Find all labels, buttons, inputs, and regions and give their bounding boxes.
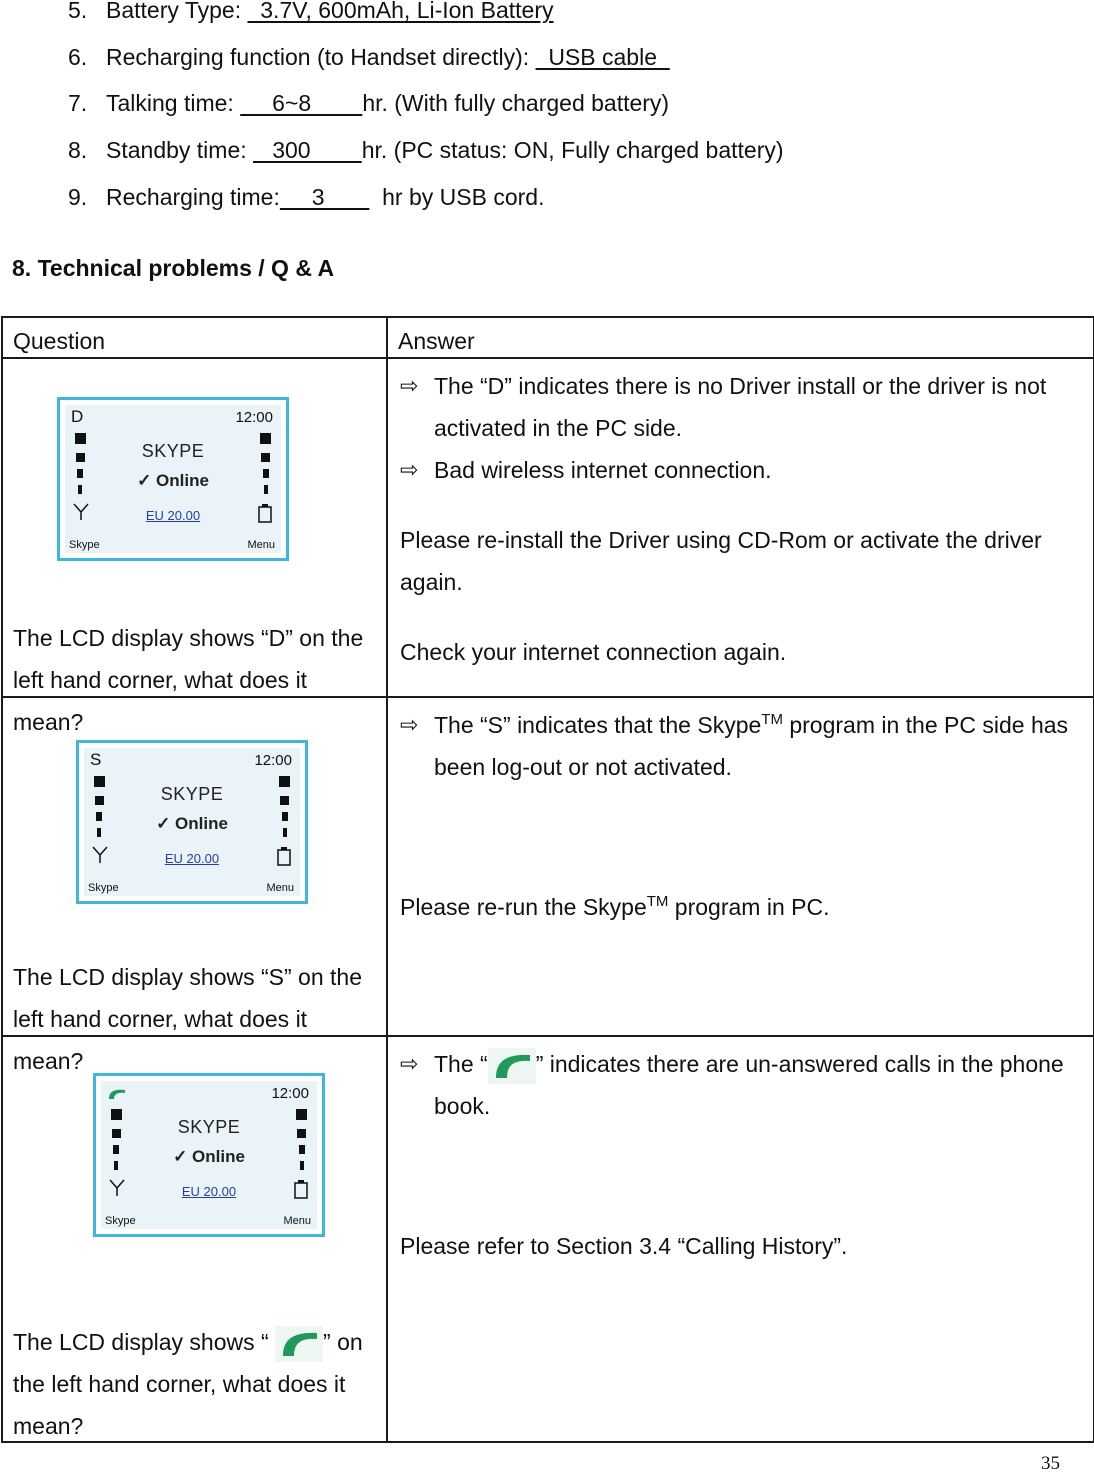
header-answer-label: Answer [398, 328, 475, 354]
lcd-right-softkey: Menu [283, 1215, 311, 1227]
lcd-display-image [57, 397, 289, 561]
lcd-app-title: SKYPE [177, 1117, 241, 1137]
bullet-text-start: The “S” indicates that the Skype [434, 712, 762, 738]
spec-value: 3.7V, 600mAh, Li-Ion Battery [247, 0, 554, 23]
lcd-status: ✓ Online [156, 814, 228, 833]
answer-paragraph: Check your internet connection again. [400, 639, 787, 665]
answer-bullet [400, 449, 1075, 491]
bullet-text: The “D” indicates there is no Driver install or the driver is not activated in the PC side. [434, 373, 1047, 441]
header-question-label: Question [13, 328, 106, 354]
spec-recharging-time [68, 182, 1068, 214]
lcd-screen [101, 1081, 317, 1229]
lcd-screen [65, 405, 281, 553]
bullet-text-start: The “ [434, 1051, 488, 1077]
lcd-left-softkey: Skype [88, 882, 119, 894]
answer-paragraph: Please re-install the Driver using CD-Rom or activate the driver again. [400, 527, 1042, 595]
lcd-clock: 12:00 [271, 1085, 309, 1102]
answer-bullet [400, 704, 1075, 788]
spec-label: Battery Type: [106, 0, 248, 23]
answer-cell [387, 697, 1094, 1036]
lcd-status: ✓ Online [137, 471, 209, 490]
lcd-corner-indicator: D [71, 407, 84, 426]
question-text-start: The LCD display shows “ [13, 1329, 276, 1355]
lcd-clock: 12:00 [235, 409, 273, 426]
answer-cell [387, 1036, 1094, 1442]
answer-bullet [400, 1043, 1075, 1127]
question-cell [2, 1036, 387, 1442]
question-text: The LCD display shows “S” on the left hand corner, what does it mean? [13, 964, 362, 1074]
question-text-end: ” on the left hand corner, what does it mean? [13, 1329, 363, 1439]
spec-label: Standby time: [106, 137, 254, 163]
question-cell [2, 358, 387, 735]
lcd-status: ✓ Online [173, 1147, 245, 1166]
paragraph-text-start: Please re-run the Skype [400, 894, 647, 920]
bullet-text-end: ” indicates there are un-answered calls in the phone book. [434, 1051, 1064, 1119]
answer-bullet [400, 365, 1075, 449]
paragraph-text-end: program in PC. [668, 894, 830, 920]
spec-label: Talking time: [106, 90, 241, 116]
spec-label: Recharging function (to Handset directly): [106, 44, 536, 70]
arrow-bullet-icon: ⇨ [400, 457, 419, 482]
spec-value: 6~8 [240, 90, 363, 116]
bullet-text: Bad wireless internet connection. [434, 457, 772, 483]
spec-number: 8. [68, 137, 88, 163]
lcd-left-softkey: Skype [69, 539, 100, 551]
lcd-credit: EU 20.00 [181, 1184, 237, 1199]
trademark-mark: TM [646, 893, 669, 910]
spec-suffix: hr by USB cord. [369, 184, 545, 210]
spec-number: 6. [68, 44, 88, 70]
spec-talking-time [68, 88, 1068, 120]
table-row [2, 1036, 1094, 1442]
answer-paragraph: Please refer to Section 3.4 “Calling History”. [400, 1233, 848, 1259]
lcd-clock: 12:00 [254, 752, 292, 769]
trademark-mark: TM [761, 711, 783, 728]
spec-value: 300 [253, 137, 362, 163]
lcd-display-image [76, 740, 308, 904]
lcd-credit: EU 20.00 [145, 508, 201, 523]
lcd-app-title: SKYPE [160, 784, 224, 804]
lcd-right-softkey: Menu [247, 539, 275, 551]
table-row [2, 697, 1094, 1036]
lcd-display-image [93, 1073, 325, 1237]
lcd-credit: EU 20.00 [164, 851, 220, 866]
spec-number: 9. [68, 184, 88, 210]
spec-label: Recharging time: [106, 184, 280, 210]
bullet-text-end: program in the PC side has been log-out or not activated. [434, 712, 1069, 780]
header-answer [387, 317, 1094, 358]
lcd-right-softkey: Menu [266, 882, 294, 894]
arrow-bullet-icon: ⇨ [400, 712, 419, 737]
spec-value: USB cable [535, 44, 670, 70]
header-question [2, 317, 387, 358]
table-header-row [2, 317, 1094, 358]
phone-icon [275, 1326, 323, 1362]
table-row [2, 358, 1094, 697]
spec-value: 3 [279, 184, 370, 210]
question-text [13, 1321, 383, 1447]
arrow-bullet-icon: ⇨ [400, 373, 419, 398]
spec-number: 7. [68, 90, 88, 116]
qa-table [1, 316, 1094, 1443]
answer-paragraph [400, 886, 1075, 928]
spec-recharging-function [68, 42, 1068, 74]
lcd-app-title: SKYPE [141, 441, 205, 461]
section-heading: 8. Technical problems / Q & A [12, 255, 335, 281]
lcd-corner-indicator: S [90, 750, 102, 769]
question-cell [2, 697, 387, 1074]
lcd-left-softkey: Skype [105, 1215, 136, 1227]
spec-standby-time [68, 135, 1068, 167]
arrow-bullet-icon: ⇨ [400, 1051, 419, 1076]
spec-number: 5. [68, 0, 88, 23]
phone-icon [488, 1048, 536, 1084]
spec-suffix: hr. (PC status: ON, Fully charged battery) [361, 137, 784, 163]
question-text: The LCD display shows “D” on the left hand corner, what does it mean? [13, 625, 364, 735]
lcd-screen [84, 748, 300, 896]
page-number: 35 [1041, 1453, 1060, 1474]
spec-battery-type [68, 0, 1068, 27]
answer-cell [387, 358, 1094, 697]
missed-call-phone-icon [107, 1087, 127, 1101]
spec-suffix: hr. (With fully charged battery) [362, 90, 670, 116]
